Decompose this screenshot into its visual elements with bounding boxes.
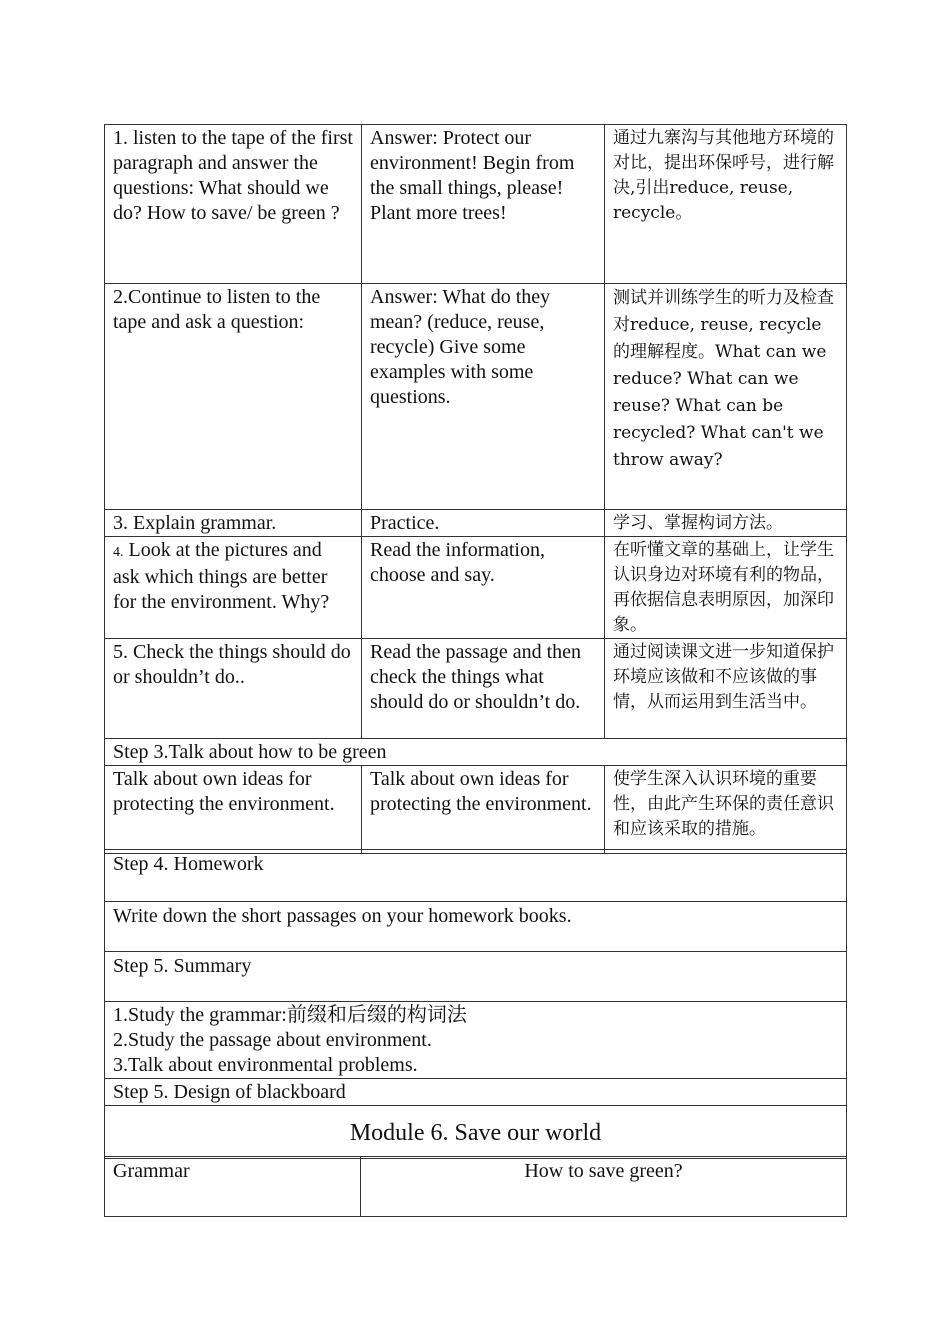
purpose-cell: 使学生深入认识环境的重要性，由此产生环保的责任意识和应该采取的措施。 — [605, 766, 847, 854]
activity-cell: 3. Explain grammar. — [105, 510, 362, 537]
table-row — [105, 125, 847, 284]
summary-item: 1.Study the grammar:前缀和后缀的构词法 — [113, 1004, 467, 1026]
blackboard-table — [104, 1156, 847, 1217]
table-row — [105, 537, 847, 639]
purpose-cell: 通过阅读课文进一步知道保护环境应该做和不应该做的事情，从而运用到生活当中。 — [605, 639, 847, 739]
table-row — [105, 850, 847, 902]
table-row — [105, 952, 847, 1002]
lesson-steps-table — [104, 124, 847, 854]
purpose-cell: 学习、掌握构词方法。 — [605, 510, 847, 537]
student-cell: Answer: Protect our environment! Begin from the small things, please! Plant more trees! — [362, 125, 605, 284]
purpose-cell: 测试并训练学生的听力及检查对reduce, reuse, recycle 的理解程度。What can we reduce? What can we reuse? What can be recycled? What can't we throw away? — [605, 284, 847, 510]
homework-text: Write down the short passages on your homework books. — [105, 902, 847, 952]
student-cell: Talk about own ideas for protecting the environment. — [362, 766, 605, 854]
table-row — [105, 510, 847, 537]
table-row — [105, 639, 847, 739]
table-row — [105, 1079, 847, 1106]
activity-cell: 4. Look at the pictures and ask which things are better for the environment. Why? — [105, 537, 362, 639]
table-row — [105, 1002, 847, 1079]
table-row — [105, 902, 847, 952]
summary-list — [105, 1002, 847, 1079]
table-row — [105, 1106, 847, 1159]
table-row — [105, 766, 847, 854]
blackboard-title: Module 6. Save our world — [105, 1106, 847, 1159]
student-cell: Read the information, choose and say. — [362, 537, 605, 639]
blackboard-heading: Step 5. Design of blackboard — [105, 1079, 847, 1106]
activity-cell: 2.Continue to listen to the tape and ask a question: — [105, 284, 362, 510]
purpose-cell: 在听懂文章的基础上，让学生认识身边对环境有利的物品，再依据信息表明原因，加深印象。 — [605, 537, 847, 639]
step4-heading: Step 4. Homework — [105, 850, 847, 902]
homework-summary-table — [104, 849, 847, 1159]
blackboard-right: How to save green? — [361, 1157, 847, 1217]
student-cell: Practice. — [362, 510, 605, 537]
activity-cell: 1. listen to the tape of the first paragraph and answer the questions: What should we do? How to save/ be green ? — [105, 125, 362, 284]
summary-item: 3.Talk about environmental problems. — [113, 1054, 418, 1076]
student-cell: Read the passage and then check the things what should do or shouldn’t do. — [362, 639, 605, 739]
activity-cell: Talk about own ideas for protecting the environment. — [105, 766, 362, 854]
student-cell: Answer: What do they mean? (reduce, reuse, recycle) Give some examples with some questions. — [362, 284, 605, 510]
step3-heading: Step 3.Talk about how to be green — [105, 739, 847, 766]
table-row — [105, 1157, 847, 1217]
purpose-cell: 通过九寨沟与其他地方环境的对比，提出环保呼号，进行解决,引出reduce, reuse, recycle。 — [605, 125, 847, 284]
table-row — [105, 284, 847, 510]
table-row — [105, 739, 847, 766]
blackboard-left: Grammar — [105, 1157, 361, 1217]
activity-cell: 5. Check the things should do or shouldn’t do.. — [105, 639, 362, 739]
step5-heading: Step 5. Summary — [105, 952, 847, 1002]
summary-item: 2.Study the passage about environment. — [113, 1029, 432, 1051]
